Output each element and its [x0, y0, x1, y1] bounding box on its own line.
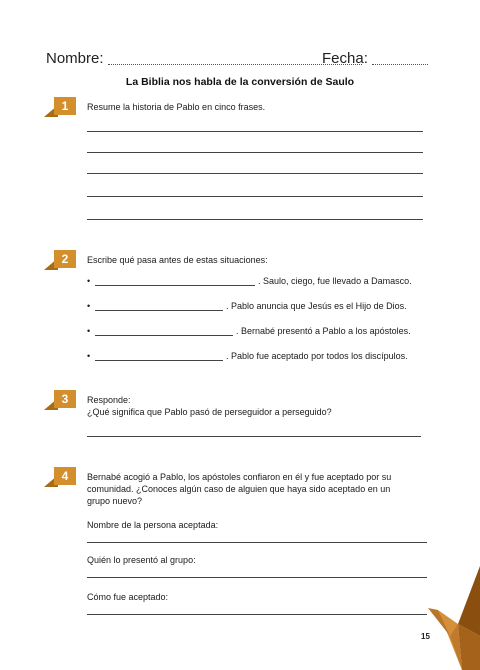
activity-4-prompt-line: comunidad. ¿Conoces algún caso de alguien que haya sido aceptado en un: [87, 484, 391, 494]
field-label-how: Cómo fue aceptado:: [87, 592, 169, 602]
page-title: La Biblia nos habla de la conversión de Saulo: [125, 76, 355, 88]
page-number: 15: [421, 632, 430, 641]
fill-blank[interactable]: [95, 285, 255, 286]
activity-number-2: 2: [44, 250, 76, 270]
activity-1-prompt: Resume la historia de Pablo en cinco frases.: [87, 102, 266, 112]
activity-4-prompt-line: grupo nuevo?: [87, 496, 143, 506]
answer-line[interactable]: [87, 196, 423, 197]
date-label: Fecha:: [322, 50, 368, 67]
activity-2-prompt: Escribe qué pasa antes de estas situaciones:: [87, 255, 268, 265]
name-label: Nombre:: [46, 50, 104, 67]
activity-number-1: 1: [44, 97, 76, 117]
origami-decoration-icon: [428, 566, 480, 670]
answer-line[interactable]: [87, 131, 423, 132]
fill-blank[interactable]: [95, 360, 223, 361]
activity-number-3: 3: [44, 390, 76, 410]
answer-line[interactable]: [87, 219, 423, 220]
field-label-introducer: Quién lo presentó al grupo:: [87, 555, 196, 565]
date-field[interactable]: [372, 64, 428, 65]
field-label-person: Nombre de la persona aceptada:: [87, 520, 219, 530]
activity-3-prompt-label: Responde:: [87, 395, 131, 405]
worksheet-header: [46, 50, 428, 70]
answer-line[interactable]: [87, 173, 423, 174]
activity-number-4: 4: [44, 467, 76, 487]
answer-line[interactable]: [87, 152, 423, 153]
answer-line[interactable]: [87, 436, 421, 437]
activity-3-question: ¿Qué significa que Pablo pasó de perseguidor a perseguido?: [87, 407, 332, 417]
answer-line[interactable]: [87, 542, 427, 543]
activity-4-prompt-line: Bernabé acogió a Pablo, los apóstoles confiaron en él y fue aceptado por su: [87, 472, 392, 482]
answer-line[interactable]: [87, 577, 427, 578]
answer-line[interactable]: [87, 614, 427, 615]
fill-blank[interactable]: [95, 335, 233, 336]
fill-blank[interactable]: [95, 310, 223, 311]
